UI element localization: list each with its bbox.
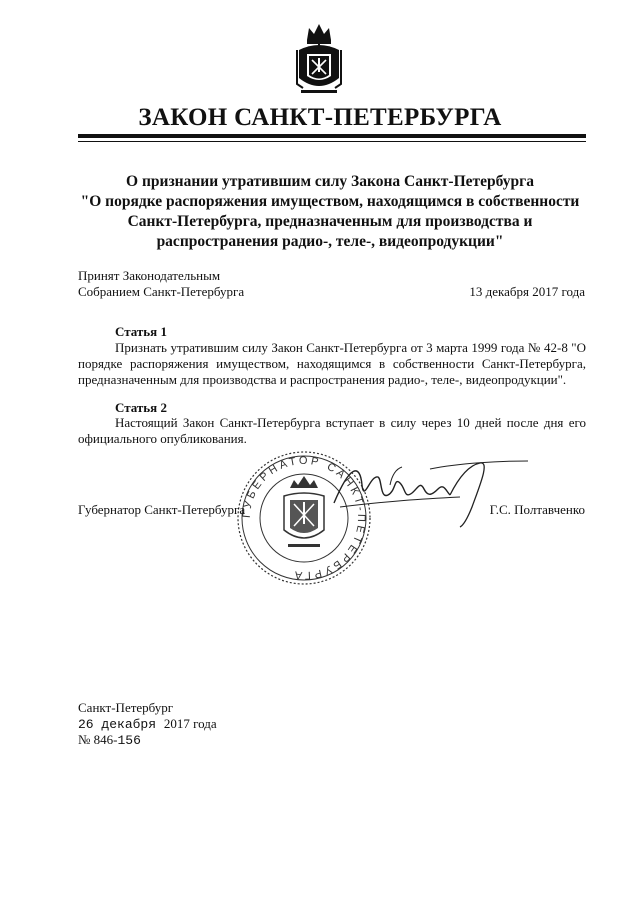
article-1-text: Признать утратившим силу Закон Санкт-Петербурга от 3 марта 1999 года № 42-8 "О порядке распоряжения имуществом, находящимся в собственности Санкт-Петербурга, предназначенным для производства и распространения радио-, теле-, видеопродукции". [78, 340, 586, 387]
seal-text: ГУБЕРНАТОР САНКТ-ПЕТЕРБУРГА [240, 454, 368, 582]
title-line: "О порядке распоряжения имуществом, находящимся в собственности [80, 193, 580, 210]
title-line: О признании утратившим силу Закона Санкт-Петербурга [126, 173, 534, 190]
adoption-date: 13 декабря 2017 года [469, 284, 585, 299]
footer-city: Санкт-Петербург [78, 700, 174, 715]
footer-number-prefix: № 846- [78, 732, 118, 747]
footer-date [78, 716, 217, 732]
footer-number-suffix: 156 [117, 733, 141, 748]
adoption-line-1: Принят Законодательным [78, 268, 221, 283]
governor-position: Губернатор Санкт-Петербурга [78, 502, 246, 517]
governor-name: Г.С. Полтавченко [489, 502, 585, 517]
footer-day: 26 [78, 717, 94, 732]
handwritten-signature [330, 455, 530, 530]
coat-of-arms-icon [293, 20, 345, 100]
title-line: Санкт-Петербурга, предназначенным для производства и [127, 213, 533, 230]
title-rule-thick [78, 134, 586, 138]
article-2-heading: Статья 2 [115, 400, 167, 415]
document-title [60, 172, 600, 252]
title-line: распространения радио-, теле-, видеопродукции" [156, 233, 504, 250]
title-rule-thin [78, 141, 586, 142]
article-1-heading: Статья 1 [115, 324, 167, 339]
footer-year: 2017 года [163, 716, 217, 731]
law-title: ЗАКОН САНКТ-ПЕТЕРБУРГА [138, 104, 502, 131]
adoption-line-2: Собранием Санкт-Петербурга [78, 284, 245, 299]
article-2-text: Настоящий Закон Санкт-Петербурга вступает в силу через 10 дней после дня его официального опубликования. [78, 415, 586, 446]
adoption-note [78, 268, 244, 300]
footer-month: декабря [101, 717, 157, 732]
footer-number [78, 732, 141, 748]
